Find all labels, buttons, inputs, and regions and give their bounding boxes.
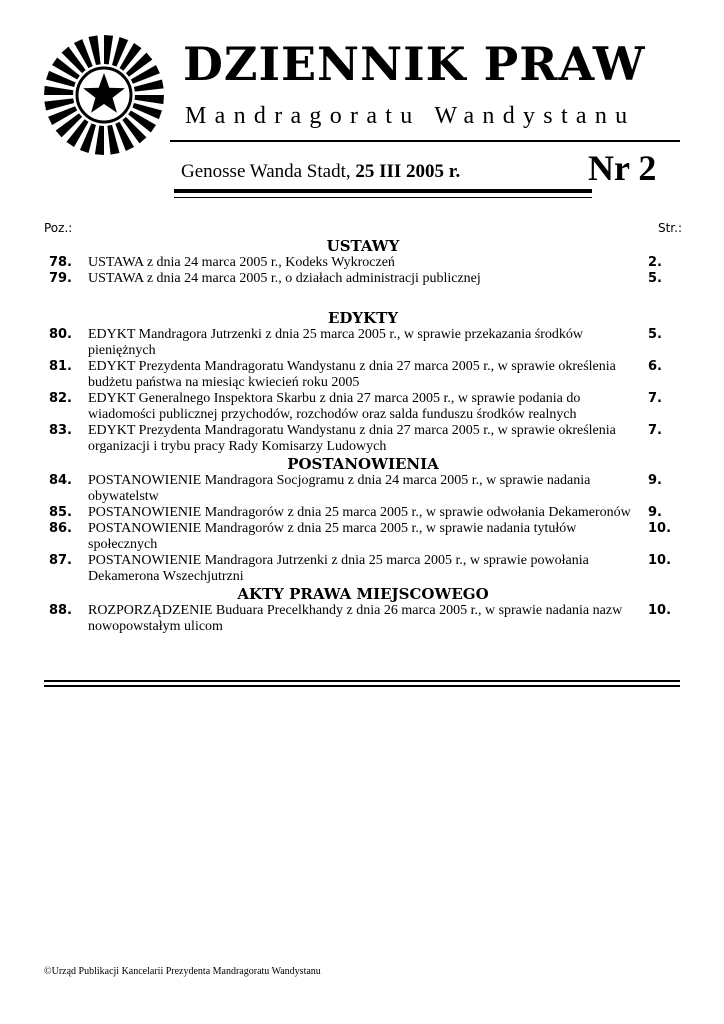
entry-number: 79. (48, 271, 72, 286)
emblem-ray (95, 126, 104, 155)
entry-title: POSTANOWIENIE Mandragora Socjogramu z dnia 24 marca 2005 r., w sprawie nadania obywatelstw (88, 473, 591, 504)
entry-page: 5. (648, 327, 662, 342)
dateline-rule-thick (174, 189, 592, 193)
toc-entry (44, 473, 682, 505)
entry-title: EDYKT Mandragora Jutrzenki z dnia 25 marca 2005 r., w sprawie przekazania środków pieniężnych (88, 327, 584, 358)
toc-entry (44, 255, 682, 271)
section-heading: USTAWY (326, 237, 400, 255)
section-heading: EDYKTY (327, 309, 399, 327)
publication-subtitle: Mandragoratu Wandystanu (185, 103, 636, 129)
entry-title: POSTANOWIENIE Mandragorów z dnia 25 marca 2005 r., w sprawie odwołania Dekameronów (88, 505, 631, 520)
entry-number: 84. (48, 473, 72, 488)
entry-number: 83. (48, 423, 72, 438)
emblem-ray (135, 95, 164, 104)
emblem-ray (104, 35, 113, 64)
entry-page: 7. (648, 391, 662, 406)
toc-entry (44, 521, 682, 553)
toc-entry (44, 505, 682, 521)
toc-entry (44, 423, 682, 455)
toc-entry (44, 271, 682, 287)
entry-page: 10. (648, 603, 672, 618)
dateline-rule-thin (174, 197, 592, 198)
section-heading: POSTANOWIENIA (287, 455, 439, 473)
table-of-contents (44, 237, 682, 635)
section-spacer (44, 287, 682, 309)
toc-entry (44, 603, 682, 635)
toc-entry (44, 327, 682, 359)
entry-number: 86. (48, 521, 72, 536)
toc-entry (44, 359, 682, 391)
entry-page: 5. (648, 271, 662, 286)
entry-page: 7. (648, 423, 662, 438)
entry-page: 9. (648, 505, 662, 520)
position-column-label: Poz.: (44, 221, 73, 235)
entry-page: 10. (648, 553, 672, 568)
entry-title: ROZPORZĄDZENIE Buduara Precelkhandy z dnia 26 marca 2005 r., w sprawie nadania nazw nowopowstałym ulicom (88, 603, 623, 634)
dateline (181, 160, 460, 184)
toc-entry (44, 553, 682, 585)
footer-copyright: ©Urząd Publikacji Kancelarii Prezydenta Mandragoratu Wandystanu (44, 966, 321, 977)
entry-title: POSTANOWIENIE Mandragorów z dnia 25 marca 2005 r., w sprawie nadania tytułów społecznych (88, 521, 577, 552)
entry-number: 82. (48, 391, 72, 406)
entry-number: 87. (48, 553, 72, 568)
entry-page: 10. (648, 521, 672, 536)
entry-page: 6. (648, 359, 662, 374)
publication-title: DZIENNIK PRAW (183, 37, 646, 91)
issue-number: Nr 2 (588, 148, 657, 188)
toc-entry (44, 391, 682, 423)
entry-title: USTAWA z dnia 24 marca 2005 r., o działach administracji publicznej (88, 271, 481, 286)
contents-end-rule-upper (44, 680, 680, 682)
entry-number: 88. (48, 603, 72, 618)
header-rule (170, 140, 680, 142)
entry-page: 2. (648, 255, 662, 270)
entry-title: POSTANOWIENIE Mandragora Jutrzenki z dnia 25 marca 2005 r., w sprawie powołania Dekamerona Wszechjutrzni (88, 553, 589, 584)
section-heading: AKTY PRAWA MIEJSCOWEGO (237, 585, 489, 603)
entry-number: 78. (48, 255, 72, 270)
contents-end-rule-lower (44, 685, 680, 687)
entry-title: EDYKT Prezydenta Mandragoratu Wandystanu z dnia 27 marca 2005 r., w sprawie określenia budżetu państwa na miesiąc kwiecień roku 2005 (88, 359, 616, 390)
entry-title: EDYKT Prezydenta Mandragoratu Wandystanu z dnia 27 marca 2005 r., w sprawie określenia organizacji i trybu pracy Rady Komisarzy Ludowych (88, 423, 616, 454)
entry-title: EDYKT Generalnego Inspektora Skarbu z dnia 27 marca 2005 r., w sprawie podania do wiadomości publicznej przychodów, rozchodów oraz salda funduszu środków realnych (88, 391, 581, 422)
dateline-place: Genosse Wanda Stadt, (181, 161, 356, 182)
entry-title: USTAWA z dnia 24 marca 2005 r., Kodeks Wykroczeń (88, 255, 395, 270)
dateline-date: 25 III 2005 r. (355, 161, 461, 182)
emblem-ray (44, 86, 73, 95)
entry-page: 9. (648, 473, 662, 488)
page-column-label: Str.: (657, 221, 682, 235)
entry-number: 80. (48, 327, 72, 342)
radial-star-emblem-icon (44, 30, 164, 160)
entry-number: 85. (48, 505, 72, 520)
entry-number: 81. (48, 359, 72, 374)
